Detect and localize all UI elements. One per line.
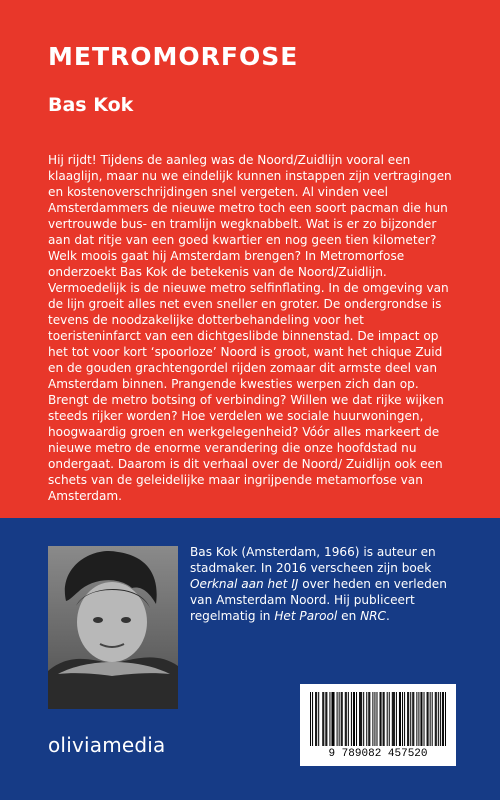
barcode-bar: [341, 692, 342, 746]
barcode-bar: [381, 692, 382, 746]
bio-end: .: [385, 609, 390, 623]
barcode-bar: [412, 692, 413, 746]
isbn-number: 9 789082 457520: [328, 748, 428, 760]
barcode-bar: [374, 692, 375, 746]
barcode-bar: [353, 692, 354, 746]
barcode-bar: [326, 692, 327, 746]
barcode-bar: [383, 692, 384, 746]
barcode-bar: [354, 692, 355, 746]
barcode-bar: [445, 692, 446, 746]
barcode-bar: [325, 692, 326, 746]
barcode-bar: [399, 692, 400, 746]
barcode-bar: [342, 692, 343, 746]
barcode-bar: [368, 692, 369, 746]
barcode-bar: [315, 692, 316, 746]
barcode-bar: [413, 692, 414, 746]
barcode-bar: [322, 692, 323, 746]
barcode-bar: [428, 692, 429, 746]
publisher-logo: oliviamedia: [48, 733, 166, 757]
barcode-bar: [420, 692, 421, 746]
author-photo: [48, 546, 178, 709]
barcode-bar: [337, 692, 338, 746]
barcode-bar: [443, 692, 444, 746]
barcode-bar: [407, 692, 408, 746]
isbn-barcode: [300, 684, 456, 766]
bio-book-title: Oerknal aan het IJ: [190, 577, 299, 591]
bio-newspaper-1: Het Parool: [274, 609, 338, 623]
barcode-bar: [402, 692, 403, 746]
barcode-bar: [424, 692, 425, 746]
barcode-bar: [329, 692, 330, 746]
bio-mid: over heden en verleden van Amsterdam Noord. Hij publiceert regelmatig in: [190, 577, 447, 623]
barcode-bar: [436, 692, 437, 746]
barcode-bar: [360, 692, 361, 746]
barcode-bar: [359, 692, 360, 746]
barcode-bar: [339, 692, 340, 746]
barcode-bar: [389, 692, 390, 746]
barcode-bar: [442, 692, 443, 746]
barcode-bar: [331, 692, 332, 746]
barcode-bar: [318, 692, 319, 746]
barcode-bar: [440, 692, 441, 746]
barcode-bar: [438, 692, 439, 746]
barcode-bar: [408, 692, 409, 746]
barcode-bar: [333, 692, 334, 746]
barcode-bar: [392, 692, 393, 746]
barcode-bar: [363, 692, 364, 746]
barcode-bar: [334, 692, 335, 746]
barcode-bars: [310, 692, 446, 748]
barcode-bar: [432, 692, 433, 746]
barcode-bar: [310, 692, 311, 746]
barcode-bar: [416, 692, 417, 746]
barcode-bar: [435, 692, 436, 746]
barcode-bar: [400, 692, 401, 746]
barcode-bar: [387, 692, 388, 746]
barcode-bar: [348, 692, 349, 746]
barcode-bar: [372, 692, 373, 746]
barcode-bar: [366, 692, 367, 746]
barcode-bar: [418, 692, 419, 746]
barcode-bar: [427, 692, 428, 746]
author-name: Bas Kok: [48, 94, 134, 116]
barcode-bar: [380, 692, 381, 746]
barcode-bar: [396, 692, 397, 746]
barcode-bar: [421, 692, 422, 746]
blurb-paragraph-2: Vermoedelijk is de nieuwe metro selfinflating. In de omgeving van de lijn groeit alles net even sneller en groter. De ondergrondse is tevens de noodzakelijke dotterbehandeling voor het toeristeninfarct van een dichtgeslibde binnenstad. De impact op het tot voor kort ‘spoorloze’ Noord is groot, want het chique Zuid en de gouden grachtengordel rijden zomaar dit armste deel van Amsterdam binnen. Prangende kwesties werpen zich dan op. Brengt de metro botsing of verbinding? Willen we dat rijke wijken steeds rijker worden? Hoe verdelen we sociale huurwoningen, hoogwaardig groen en werkgelegenheid? Vóór alles markeert de nieuwe metro de enorme verandering die onze hoofdstad nu ondergaat. Daarom is dit verhaal over de Noord/ Zuidlijn ook een schets van de geleidelijke maar ingrijpende metamorfose van Amsterdam.: [48, 281, 449, 503]
barcode-bar: [410, 692, 411, 746]
barcode-bar: [312, 692, 313, 746]
barcode-bar: [404, 692, 405, 746]
barcode-bar: [316, 692, 317, 746]
author-bio: [190, 544, 462, 624]
barcode-bar: [361, 692, 362, 746]
barcode-bar: [356, 692, 357, 746]
barcode-bar: [323, 692, 324, 746]
blurb-paragraph-1: Hij rijdt! Tijdens de aanleg was de Noord/Zuidlijn vooral een klaaglijn, maar nu we eindelijk kunnen instappen zijn vertragingen en kostenoverschrijdingen snel vergeten. Al vinden veel Amsterdammers de nieuwe metro toch een soort pacman die hun vertrouwde bus- en tramlijn wegknabbelt. Wat is er zo bijzonder aan dat ritje van een goed kwartier en nog geen tien kilometer? Welk moois gaat hij Amsterdam brengen? In Metromorfose onderzoekt Bas Kok de betekenis van de Noord/Zuidlijn.: [48, 153, 452, 279]
bio-intro: Bas Kok (Amsterdam, 1966) is auteur en stadmaker. In 2016 verscheen zijn boek: [190, 545, 436, 575]
book-title: METROMORFOSE: [48, 42, 299, 71]
barcode-bar: [430, 692, 431, 746]
bio-and: en: [337, 609, 361, 623]
bio-newspaper-2: NRC: [360, 609, 386, 623]
barcode-bar: [351, 692, 352, 746]
barcode-bar: [345, 692, 346, 746]
barcode-bar: [376, 692, 377, 746]
barcode-bar: [393, 692, 394, 746]
barcode-bar: [369, 692, 370, 746]
barcode-bar: [346, 692, 347, 746]
barcode-bar: [394, 692, 395, 746]
barcode-bar: [384, 692, 385, 746]
